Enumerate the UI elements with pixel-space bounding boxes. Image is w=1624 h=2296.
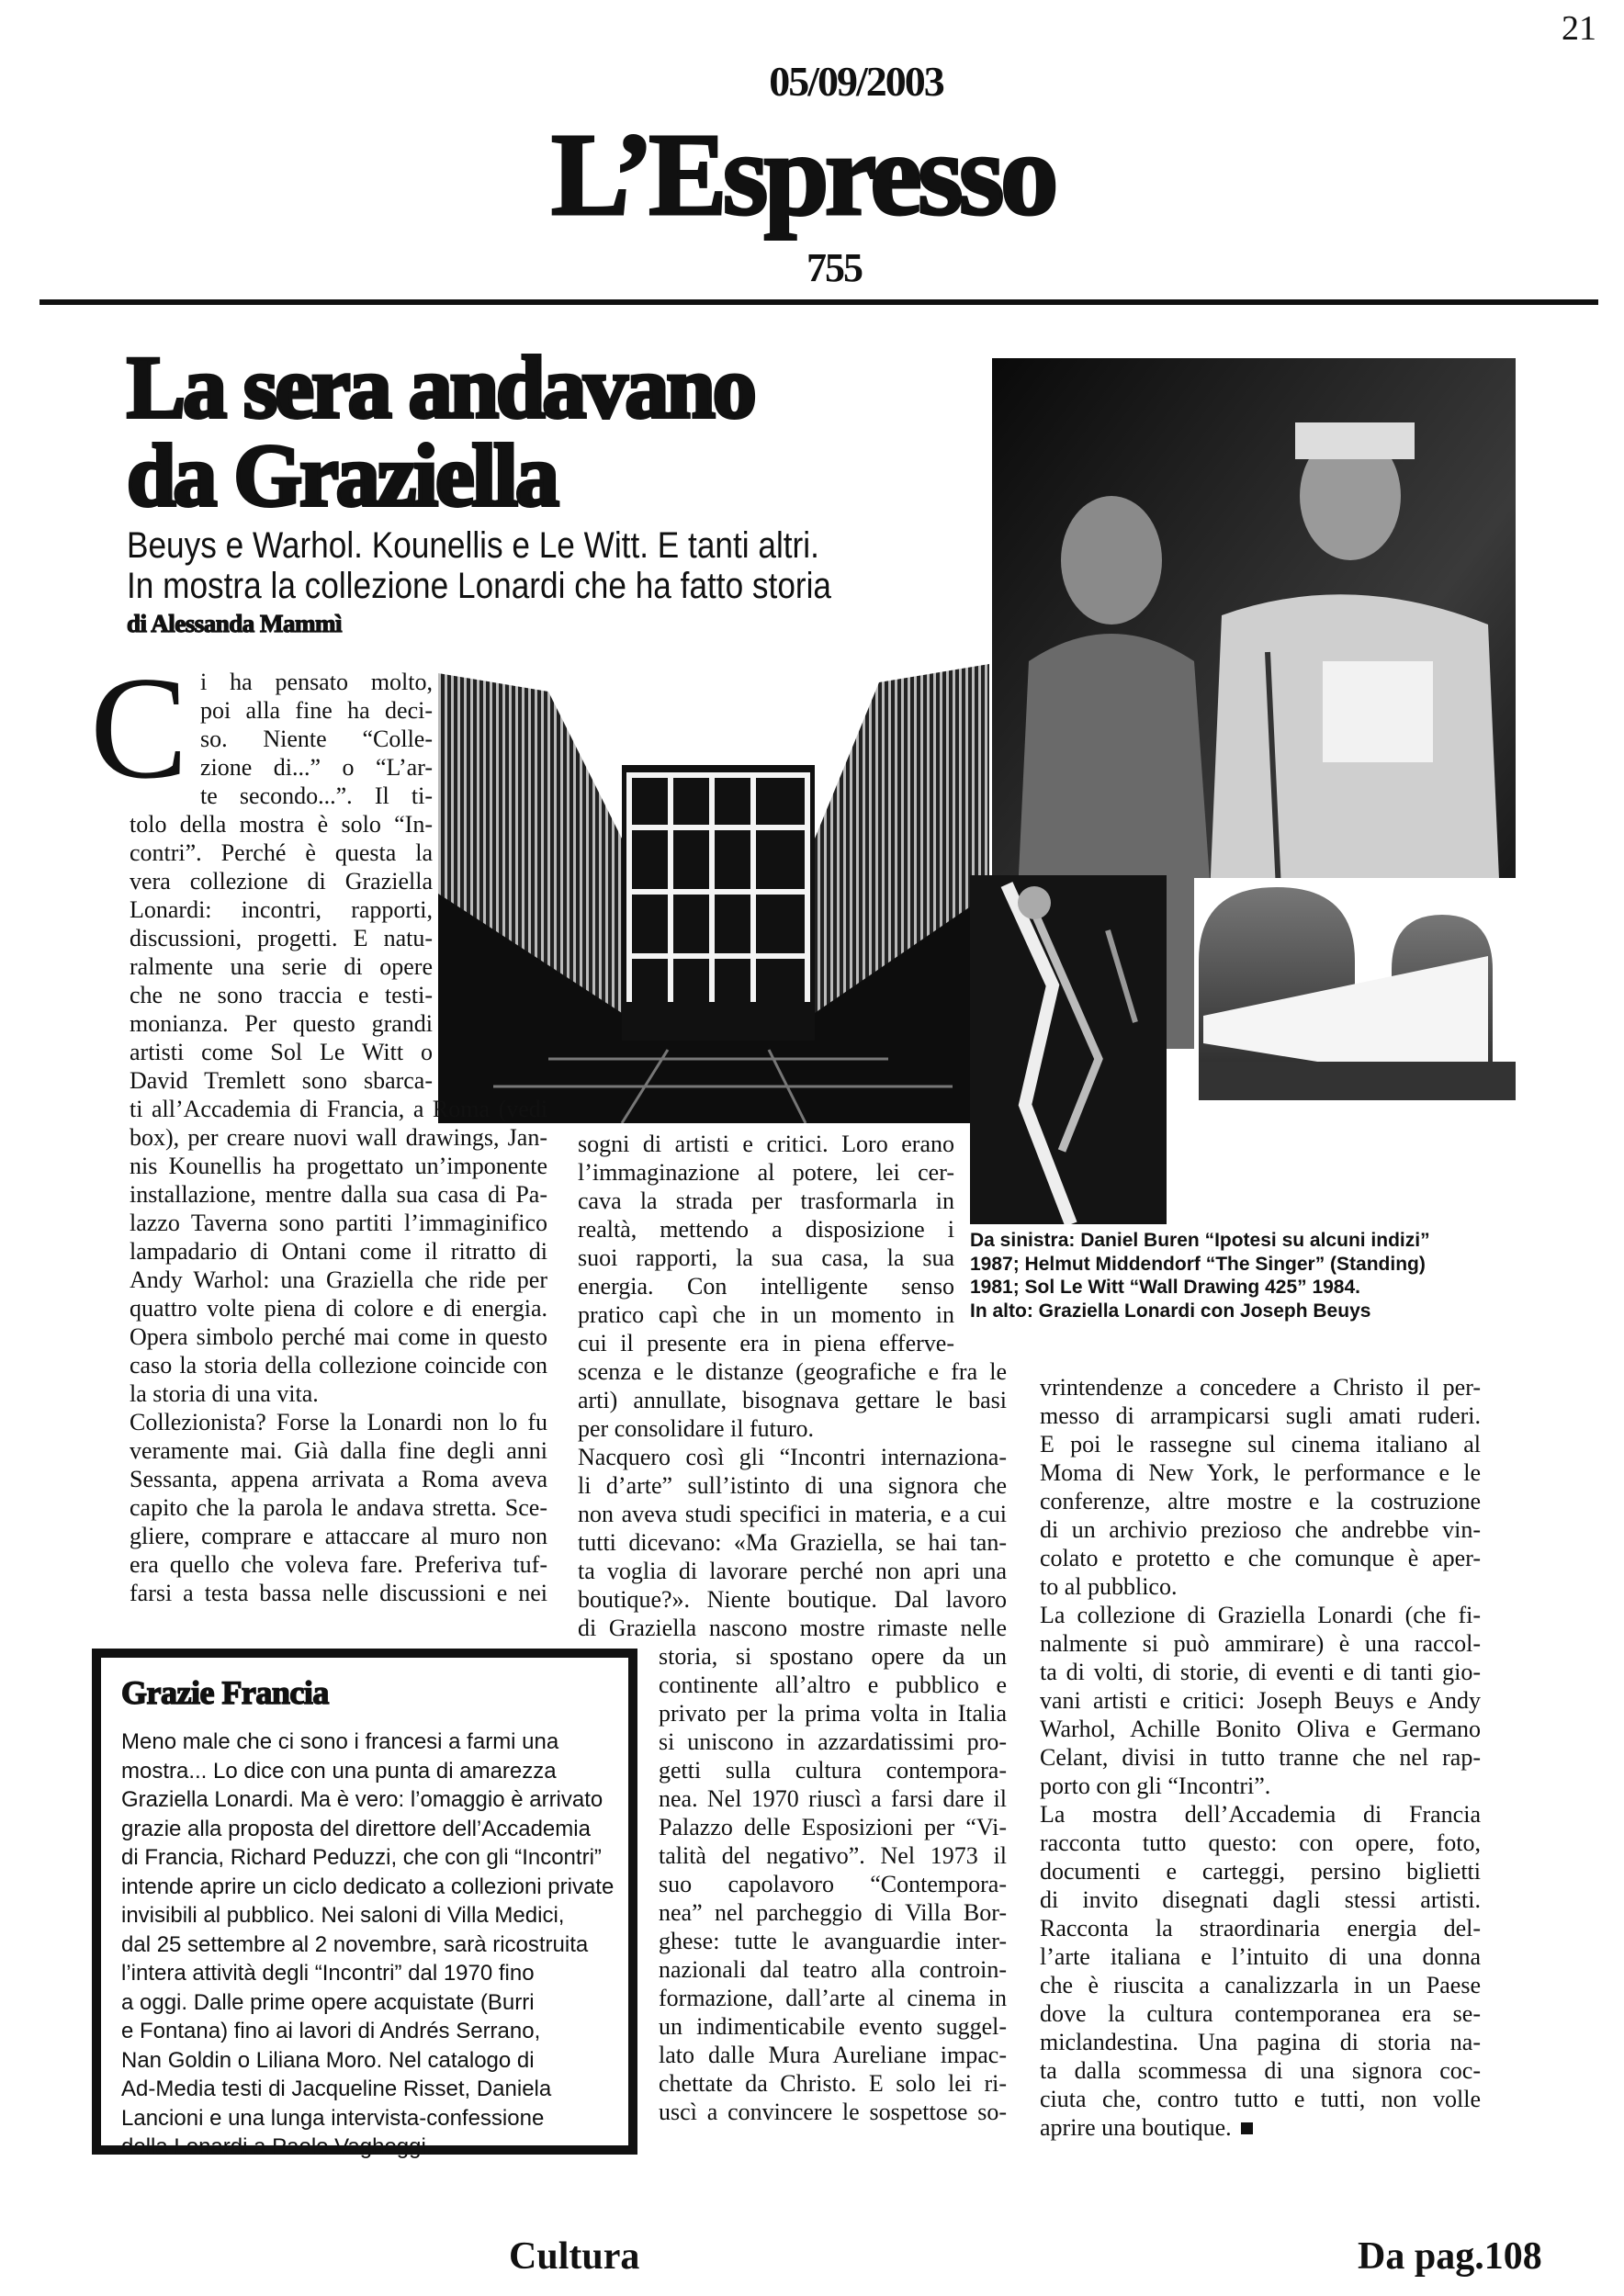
byline: di Alessanda Mammì [127,610,343,637]
text-line: Collezionista? Forse la Lonardi non lo fu [130,1409,547,1435]
photo-lewitt-wall-drawing [1194,878,1520,1100]
text-line: lato dalle Mura Aureliane impac- [659,2042,1007,2068]
text-line: l’immaginazione al potere, lei cer- [578,1159,954,1186]
text-line: l’arte italiana e l’intuito di una donna [1040,1943,1481,1970]
text-line: contri”. Perché è questa la [130,839,433,866]
text-line: di invito disegnati dagli stessi artisti. [1040,1886,1481,1913]
text-line: David Tremlett sono sbarca- [130,1067,433,1094]
caption-line: 1981; Sol Le Witt “Wall Drawing 425” 1984. [970,1277,1361,1298]
body-column-2-mid [578,1357,1007,1642]
text-line: La mostra dell’Accademia di Francia [1040,1801,1481,1828]
text-line: Racconta la straordinaria energia del- [1040,1915,1481,1941]
page-number: 21 [1562,9,1596,48]
text-line: boutique?». Niente boutique. Dal lavoro [578,1586,1007,1613]
text-line: capito che la parola le andava stretta. Sce- [130,1494,547,1521]
text-line: aprire una boutique. [1040,2114,1232,2141]
text-line: pratico capì che in un momento in [578,1301,954,1328]
subtitle-line: In mostra la collezione Lonardi che ha fatto storia [127,566,832,606]
text-line: vani artisti e critici: Joseph Beuys e Andy [1040,1687,1481,1714]
text-line: dove la cultura contemporanea era se- [1040,2000,1481,2027]
text-line: di Graziella nascono mostre rimaste nelle [578,1615,1007,1641]
text-line: formazione, dall’arte al cinema in [659,1985,1007,2011]
text-line: monianza. Per questo grandi [130,1010,433,1037]
text-line: poi alla fine ha deci- [200,697,433,724]
text-line: getti sulla cultura contempora- [659,1757,1007,1784]
text-line: ghese: tutte le avanguardie inter- [659,1928,1007,1954]
text-line: i ha pensato molto, [200,669,433,695]
text-line: un indimenticabile evento suggel- [659,2013,1007,2040]
body-column-1-bottom [130,1095,547,1607]
text-line: che ne sono traccia e testi- [130,982,433,1008]
text-line: scenza e le distanze (geografiche e fra le [578,1358,1007,1385]
text-line: energia. Con intelligente senso [578,1273,954,1300]
text-line: chettate da Christo. E solo lei ri- [659,2070,1007,2097]
text-line: Moma di New York, le performance e le [1040,1459,1481,1486]
text-line: Celant, divisi in tutto tranne che nel rap- [1040,1744,1481,1771]
sidebar-box-line: Nan Goldin o Liliana Moro. Nel catalogo di [121,2047,535,2073]
publication-date: 05/09/2003 [769,58,943,105]
photo-middendorf-singer [970,875,1167,1224]
text-line: cava la strada per trasformarla in [578,1187,954,1214]
sidebar-box-line: intende aprire un ciclo dedicato a collezioni private [121,1874,615,1899]
text-line: Andy Warhol: una Graziella che ride per [130,1266,547,1293]
text-line: Opera simbolo perché mai come in questo [130,1323,547,1350]
text-line: messo di arrampicarsi sugli amati ruderi. [1040,1402,1481,1429]
sidebar-box [92,1649,637,2159]
text-line: zione di...” o “L’ar- [200,754,433,781]
text-line: veramente mai. Già dalla fine degli anni [130,1437,547,1464]
text-line: non aveva studi specifici in materia, e a cui [578,1501,1007,1527]
sidebar-box-line: di Francia, Richard Peduzzi, che con gli “Incontri” [121,1845,602,1870]
sidebar-box-line: e Fontana) fino ai lavori di Andrés Serrano, [121,2019,541,2043]
text-line: caso la storia della collezione coincide con [130,1352,547,1379]
text-line: cui il presente era in piena efferve- [578,1330,954,1356]
text-line: te secondo...”. Il ti- [200,782,433,809]
text-line: colato e protetto e che comunque è aper- [1040,1545,1481,1571]
text-line: ralmente una serie di opere [130,953,433,980]
body-column-2-bottom [659,1642,1007,2126]
body-column-1-top [200,668,433,810]
footer-section-label: Cultura [509,2235,640,2278]
sidebar-box-line: Meno male che ci sono i francesi a farmi una [121,1729,559,1754]
masthead-logo: L’Espresso [551,109,1054,240]
headline [127,338,754,524]
sidebar-box-line: a oggi. Dalle prime opere acquistate (Burri [121,1989,535,2015]
caption-line: Da sinistra: Daniel Buren “Ipotesi su alcuni indizi” [970,1230,1430,1251]
sidebar-box-line: dal 25 settembre al 2 novembre, sarà ricostruita [121,1931,589,1957]
text-line: per consolidare il futuro. [578,1415,815,1442]
text-line: che è riuscita a canalizzarla in un Paese [1040,1972,1481,1998]
text-line: storia, si spostano opere da un [659,1643,1007,1670]
photo-caption [970,1229,1430,1322]
headline-line: da Graziella [127,426,557,524]
text-line: ta di volti, di storie, di eventi e di tanti gio- [1040,1659,1481,1685]
text-line: di un archivio prezioso che andrebbe vin- [1040,1516,1481,1543]
text-line: suo capolavoro “Contempora- [659,1871,1007,1897]
subtitle-line: Beuys e Warhol. Kounellis e Le Witt. E tanti altri. [127,525,819,566]
sidebar-box-line: l’intera attività degli “Incontri” dal 1970 fino [121,1961,535,1986]
headline-line: La sera andavano [127,338,754,436]
text-line: Nacquero così gli “Incontri internaziona- [578,1444,1007,1470]
text-line: realtà, mettendo a disposizione i [578,1216,954,1243]
sidebar-box-line: Graziella Lonardi. Ma è vero: l’omaggio è arrivato [121,1787,603,1812]
footer-continued-from: Da pag.108 [1358,2235,1542,2278]
drop-cap: C [90,646,188,809]
text-line: La collezione di Graziella Lonardi (che fi- [1040,1602,1481,1628]
text-line: discussioni, progetti. E natu- [130,925,433,951]
body-column-1-mid [130,810,433,1095]
text-line: nis Kounellis ha progettato un’imponente [130,1153,547,1179]
text-line: E poi le rassegne sul cinema italiano al [1040,1431,1481,1458]
text-line: nea. Nel 1970 riuscì a farsi dare il [659,1785,1007,1812]
text-line: tutti dicevano: «Ma Graziella, se hai tan- [578,1529,1007,1556]
text-line: Palazzo delle Esposizioni per “Vi- [659,1814,1007,1840]
text-line: vrintendenze a concedere a Christo il per- [1040,1374,1481,1401]
text-line: quattro volte piena di colore e di energia. [130,1295,547,1322]
body-column-2-top [578,1130,954,1357]
text-line: si uniscono in azzardatissimi pro- [659,1728,1007,1755]
arches-image [1194,878,1520,1100]
text-line: nazionali dal teatro alla controin- [659,1956,1007,1983]
photo-buren-corridor [438,664,989,1123]
text-line: Sessanta, appena arrivata a Roma aveva [130,1466,547,1492]
end-of-article-mark [1241,2122,1253,2134]
text-line: box), per creare nuovi wall drawings, Jan- [130,1124,547,1151]
text-line: conferenze, altre mostre e la costruzione [1040,1488,1481,1514]
body-column-3 [1040,1373,1481,2142]
text-line: ta dalla scommessa di una signora coc- [1040,2057,1481,2084]
text-line: nea” nel parcheggio di Villa Bor- [659,1899,1007,1926]
sidebar-box-line: grazie alla proposta del direttore dell’Accademia [121,1816,591,1841]
text-line: li d’arte” sull’istinto di una signora che [578,1472,1007,1499]
text-line: ciuta che, contro tutto e tutti, non volle [1040,2086,1481,2112]
text-line: nalmente si può ammirare) è una raccol- [1040,1630,1481,1657]
text-line: so. Niente “Colle- [200,726,433,752]
header-divider [39,299,1598,305]
text-line: Warhol, Achille Bonito Oliva e Germano [1040,1716,1481,1742]
issue-number: 755 [806,245,862,290]
sidebar-box-line: invisibili al pubblico. Nei saloni di Villa Medici, [121,1903,565,1928]
text-line: to al pubblico. [1040,1573,1178,1600]
text-line: miclandestina. Una pagina di storia na- [1040,2029,1481,2055]
text-line: tolo della mostra è solo “In- [130,811,433,838]
text-line: arti) annullate, bisognava gettare le basi [578,1387,1007,1413]
text-line: Lonardi: incontri, rapporti, [130,896,433,923]
text-line: racconta tutto questo: con opere, foto, [1040,1829,1481,1856]
text-line: la storia di una vita. [130,1380,319,1407]
text-line: documenti e carteggi, persino biglietti [1040,1858,1481,1885]
text-line: era quello che voleva fare. Preferiva tuf- [130,1551,547,1578]
text-line: gliere, comprare e attaccare al muro non [130,1523,547,1549]
text-line: uscì a convincere le sospettose so- [659,2099,1007,2125]
sidebar-box-title: Grazie Francia [121,1674,329,1711]
text-line: ti all’Accademia di Francia, a Roma (vedi [130,1096,547,1122]
sidebar-box-line: Ad-Media testi di Jacqueline Risset, Daniela [121,2077,552,2101]
caption-line: In alto: Graziella Lonardi con Joseph Beuys [970,1300,1371,1322]
sidebar-box-line: Lancioni e una lunga intervista-confessione [121,2105,545,2131]
corridor-image [438,664,989,1123]
painting-image [970,875,1167,1224]
sidebar-box-text [121,1728,614,2162]
text-line: sogni di artisti e critici. Loro erano [578,1131,954,1157]
text-line: lampadario di Ontani come il ritratto di [130,1238,547,1265]
text-line: continente all’altro e pubblico e [659,1671,1007,1698]
text-line: artisti come Sol Le Witt o [130,1039,433,1065]
text-line: installazione, mentre dalla sua casa di Pa- [130,1181,547,1208]
caption-line: 1987; Helmut Middendorf “The Singer” (Standing) [970,1253,1426,1275]
text-line: ta voglia di lavorare perché non apri una [578,1558,1007,1584]
text-line: talità del negativo”. Nel 1973 il [659,1842,1007,1869]
text-line: vera collezione di Graziella [130,868,433,895]
text-line: suoi rapporti, la sua casa, la sua [578,1244,954,1271]
text-line: privato per la prima volta in Italia [659,1700,1007,1727]
text-line: farsi a testa bassa nelle discussioni e nei [130,1580,547,1606]
text-line: lazzo Taverna sono partiti l’immaginifico [130,1210,547,1236]
subtitle [127,525,831,606]
sidebar-box-line: della Lonardi a Paolo Vagheggi. [121,2134,433,2159]
text-line: porto con gli “Incontri”. [1040,1773,1271,1799]
sidebar-box-line: mostra... Lo dice con una punta di amarezza [121,1758,557,1784]
